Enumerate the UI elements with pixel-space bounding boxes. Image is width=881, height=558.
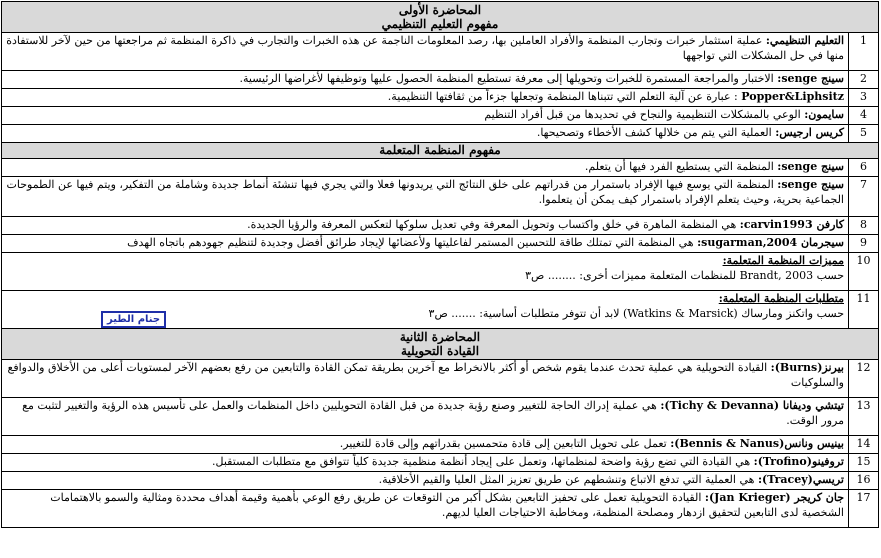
row-text: الاختبار والمراجعة المستمرة للخبرات وتحويلها إلى معرفة تستطيع المنظمة الحصول عليها وتوظيفها لأغراضها الرئيسية.: [239, 72, 774, 85]
row-text: : عبارة عن آلية التعلم التي تتبناها المنظمة وتجعلها جزءاً من ثقافتها التنظيمية.: [387, 90, 738, 103]
row-content: [2, 490, 849, 528]
row-number: 4: [849, 107, 879, 125]
row-number: 2: [849, 71, 879, 89]
table-row: [2, 436, 879, 454]
table-row: [2, 398, 879, 436]
row-content: [2, 472, 849, 490]
row-heading: مميزات المنظمة المتعلمة:: [722, 254, 844, 267]
table-row: [2, 360, 879, 398]
section2-title: مفهوم المنظمة المتعلمة: [2, 143, 879, 159]
table-row: [2, 217, 879, 235]
row-text: القيادة التحويلية تعمل على تحفيز التابعين بشكل أكبر من التوقعات عن طريق رفع الوعي بأهمية وقيمة أهداف محددة ومثالية والسمو بالاهتمامات الشخصية لدى التابعين لتحقيق ازدهار ومصلحة المنظمة، ومخاطبة الاحتياجات العليا لديهم.: [50, 491, 844, 519]
table-row: [2, 235, 879, 253]
row-content: [2, 125, 849, 143]
table-row: [2, 253, 879, 291]
row-number: 10: [849, 253, 879, 291]
row-term: التعليم التنظيمي:: [765, 34, 844, 47]
lecture1-subtitle: مفهوم التعليم التنظيمي: [381, 17, 499, 31]
row-term: سينج senge:: [777, 178, 844, 191]
row-content: [2, 454, 849, 472]
row-term: كريس ارجيس:: [775, 126, 844, 139]
row-text: المنظمة التي يوسع فيها الإفراد باستمرار من قدراتهم على خلق النتائج التي يريدونها فعلا والتي يجري فيها تنشئة أنماط جديدة وشاملة من التفكير، ويتم فيها عن الطموحات الجماعية بحرية، وحيث يتعلم الإفراد باستمرار كيف يمكن أن يتعلموا.: [6, 178, 844, 206]
lecture2-subtitle: القيادة التحويلية: [400, 344, 480, 358]
table-row: [2, 490, 879, 528]
row-text: عملية استثمار خبرات وتجارب المنظمة والأفراد العاملين بها، رصد المعلومات الناجمة عن هذه الخبرات والتجارب في ذاكرة المنظمة ثم مراجعتها من حين لآخر للاستفادة منها في حل المشكلات التي تواجهها: [6, 34, 844, 62]
row-number: 17: [849, 490, 879, 528]
row-text: القيادة التحويلية هي عملية تحدث عندما يقوم شخص أو أكثر بالانخراط مع آخرين بطريقة تمكن القادة والتابعين من رفع بعضهم الآخر لمستويات أعلى من الأخلاق والدوافع والسلوكيات: [7, 361, 844, 389]
row-term: تيتشي وديفانا (Tichy & Devanna):: [660, 399, 844, 412]
lecture2-title: المحاضرة الثانية: [399, 330, 481, 344]
row-text: حسب Brandt, 2003 للمنظمات المتعلمة مميزات أخرى: ........ ص٣: [525, 269, 844, 282]
row-term: سايمون:: [804, 108, 844, 121]
row-text: المنظمة التي يستطيع الفرد فيها أن يتعلم.: [584, 160, 774, 173]
row-term: سينج senge:: [777, 160, 844, 173]
row-number: 3: [849, 89, 879, 107]
row-term: تروفينو(Trofino):: [753, 455, 844, 468]
row-text: العملية التي يتم من خلالها كشف الأخطاء وتصحيحها.: [536, 126, 772, 139]
row-text: هي العملية التي تدفع الاتباع وتنشطهم عن طريق تعزيز المثل العليا والقيم الأخلاقية.: [378, 473, 755, 486]
row-content: [2, 177, 849, 217]
row-text: الوعي بالمشكلات التنظيمية والنجاح في تحديدها من قبل أفراد التنظيم: [484, 108, 801, 121]
row-heading: متطلبات المنظمة المتعلمة:: [718, 292, 844, 305]
summary-table: [1, 1, 879, 528]
table-row: [2, 454, 879, 472]
row-text: هي المنظمة التي تمتلك طاقة للتحسين المستمر لفاعليتها ولأعضائها لإيجاد طرائق أفضل وجديدة لتنظيم جهودهم باتجاه الهدف: [127, 236, 694, 249]
row-content: [2, 71, 849, 89]
name-stamp: جنام الطير: [101, 311, 166, 328]
row-term: تريسي(Tracey):: [757, 473, 844, 486]
row-content: [2, 360, 849, 398]
table-row: [2, 89, 879, 107]
table-row: [2, 107, 879, 125]
row-number: 9: [849, 235, 879, 253]
table-row: [2, 33, 879, 71]
row-term: بينيس ونانس(Bennis & Nanus):: [670, 437, 844, 450]
row-content: [2, 89, 849, 107]
row-content: [2, 33, 849, 71]
table-row: [2, 472, 879, 490]
row-content: [2, 235, 849, 253]
row-number: 11: [849, 291, 879, 329]
row-text: هي القيادة التي تضع رؤية واضحة لمنظماتها، وتعمل على إيجاد أنظمة منظمية جديدة كلياً تتوافق مع متطلبات المستقبل.: [212, 455, 751, 468]
row-content: [2, 217, 849, 235]
section2-header: [2, 143, 879, 159]
row-content: [2, 159, 849, 177]
row-content: [2, 253, 849, 291]
row-text: تعمل على تحويل التابعين إلى قادة متحمسين بقدراتهم وإلى قادة للتغيير.: [339, 437, 667, 450]
table-row: [2, 71, 879, 89]
row-term: كارفن carvin1993:: [739, 218, 844, 231]
table-row: [2, 177, 879, 217]
table-row: [2, 125, 879, 143]
row-number: 13: [849, 398, 879, 436]
row-number: 16: [849, 472, 879, 490]
row-content: [2, 107, 849, 125]
table-row: [2, 159, 879, 177]
row-number: 14: [849, 436, 879, 454]
row-number: 1: [849, 33, 879, 71]
row-number: 7: [849, 177, 879, 217]
lecture1-title: المحاضرة الأولى: [398, 3, 482, 17]
row-number: 8: [849, 217, 879, 235]
row-content: [2, 436, 849, 454]
row-term: سينج senge:: [777, 72, 844, 85]
row-term: سيجرمان sugarman,2004:: [697, 236, 844, 249]
row-text: هي عملية إدراك الحاجة للتغيير وصنع رؤية جديدة من قبل القادة التحويليين داخل المنظمات والعمل على تأسيس هذه الرؤية والتغيير لتثبت مع مرور الوقت.: [22, 399, 844, 427]
row-term: بيرنز(Burns):: [770, 361, 844, 374]
lecture1-header: [2, 2, 879, 33]
row-number: 5: [849, 125, 879, 143]
lecture2-header: [2, 329, 879, 360]
row-text: هي المنظمة الماهرة في خلق واكتساب وتحويل المعرفة وفي تعديل سلوكها لتعكس المعرفة والرؤيا الجديدة.: [247, 218, 737, 231]
row-text: حسب واتكنز ومارساك (Watkins & Marsick) لابد أن تتوفر متطلبات أساسية: ....... ص٣: [428, 307, 844, 320]
row-term: Popper&Liphsitz: [741, 90, 844, 103]
row-number: 12: [849, 360, 879, 398]
row-term: جان كريجر (Jan Krieger):: [704, 491, 844, 504]
row-content: [2, 398, 849, 436]
row-number: 15: [849, 454, 879, 472]
row-number: 6: [849, 159, 879, 177]
